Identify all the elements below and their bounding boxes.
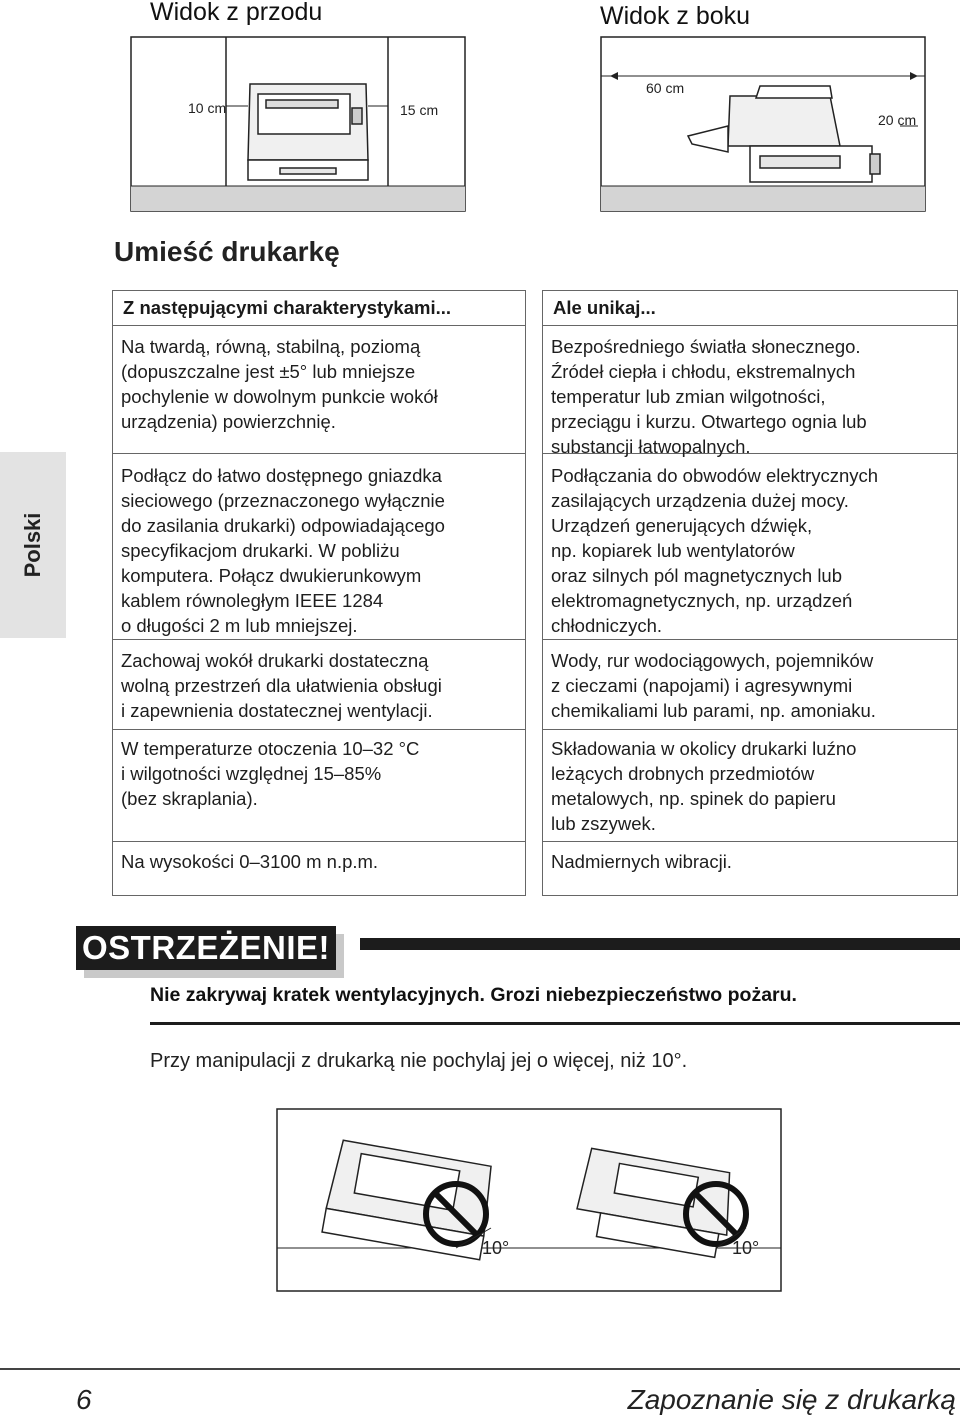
avoid-item: Podłączania do obwodów elektrycznych zasilających urządzenia dużej mocy. Urządzeń generujących dźwięk, np. kopiarek lub wentylatorów oraz silnych pól magnetycznych lub elektromagnetycznych, np. urządzeń chłodniczych. bbox=[543, 454, 957, 640]
suitable-conditions-header: Z następującymi charakterystykami... bbox=[113, 291, 525, 326]
side-front-clearance-label: 20 cm bbox=[878, 112, 917, 128]
tilt-note: Przy manipulacji z drukarką nie pochylaj jej o więcej, niż 10°. bbox=[150, 1050, 688, 1072]
avoid-column bbox=[542, 290, 958, 896]
condition-item: Na twardą, równą, stabilną, poziomą (dopuszczalne jest ±5° lub mniejsze pochylenie w dowolnym punkcie wokół urządzenia) powierzchnię. bbox=[113, 326, 525, 454]
avoid-item: Składowania w okolicy drukarki luźno leżących drobnych przedmiotów metalowych, np. spinek do papieru lub zszywek. bbox=[543, 730, 957, 842]
side-view-title: Widok z boku bbox=[600, 2, 751, 30]
warning-divider bbox=[150, 1022, 960, 1025]
front-view-title: Widok z przodu bbox=[150, 0, 323, 26]
avoid-item: Wody, rur wodociągowych, pojemników z cieczami (napojami) i agresywnymi chemikaliami lub parami, np. amoniaku. bbox=[543, 640, 957, 730]
condition-item: Zachowaj wokół drukarki dostateczną wolną przestrzeń dla ułatwienia obsługi i zapewnienia dostatecznej wentylacji. bbox=[113, 640, 525, 730]
footer-title: Zapoznanie się z drukarką bbox=[627, 1384, 956, 1415]
warning-bar bbox=[360, 938, 960, 950]
tilt-angle-front-label: 10° bbox=[482, 1238, 510, 1258]
page-number: 6 bbox=[76, 1384, 92, 1415]
avoid-item: Bezpośredniego światła słonecznego. Źródeł ciepła i chłodu, ekstremalnych temperatur lub zmian wilgotności, przeciągu i kurzu. Otwartego ognia lub substancji łatwopalnych. bbox=[543, 326, 957, 454]
side-rear-clearance-label: 60 cm bbox=[646, 80, 685, 96]
printer-front-icon bbox=[248, 84, 368, 180]
condition-item: Podłącz do łatwo dostępnego gniazdka sieciowego (przeznaczonego wyłącznie do zasilania drukarki) odpowiadającego specyfikacjom drukarki. W pobliżu komputera. Połącz dwukierunkowym kablem równoległym IEEE 1284 o długości 2 m lub mniejszej. bbox=[113, 454, 525, 640]
language-tab-label: Polski bbox=[20, 512, 45, 578]
front-view-figure bbox=[130, 36, 466, 212]
suitable-conditions-column bbox=[112, 290, 526, 896]
front-right-clearance-label: 15 cm bbox=[400, 102, 439, 118]
section-title: Umieść drukarkę bbox=[114, 236, 340, 267]
tilt-angle-side-label: 10° bbox=[732, 1238, 760, 1258]
warning-badge: OSTRZEŻENIE! bbox=[76, 926, 336, 970]
condition-item: Na wysokości 0–3100 m n.p.m. bbox=[121, 851, 379, 872]
warning-text: Nie zakrywaj kratek wentylacyjnych. Grozi niebezpieczeństwo pożaru. bbox=[150, 984, 797, 1006]
avoid-item: Nadmiernych wibracji. bbox=[551, 851, 732, 872]
footer-divider bbox=[0, 1368, 960, 1370]
language-tab bbox=[0, 452, 66, 638]
front-left-clearance-label: 10 cm bbox=[188, 100, 227, 116]
condition-item: W temperaturze otoczenia 10–32 °C i wilgotności względnej 15–85% (bez skraplania). bbox=[113, 730, 525, 842]
avoid-header: Ale unikaj... bbox=[543, 291, 957, 326]
tilt-figure bbox=[276, 1108, 782, 1292]
